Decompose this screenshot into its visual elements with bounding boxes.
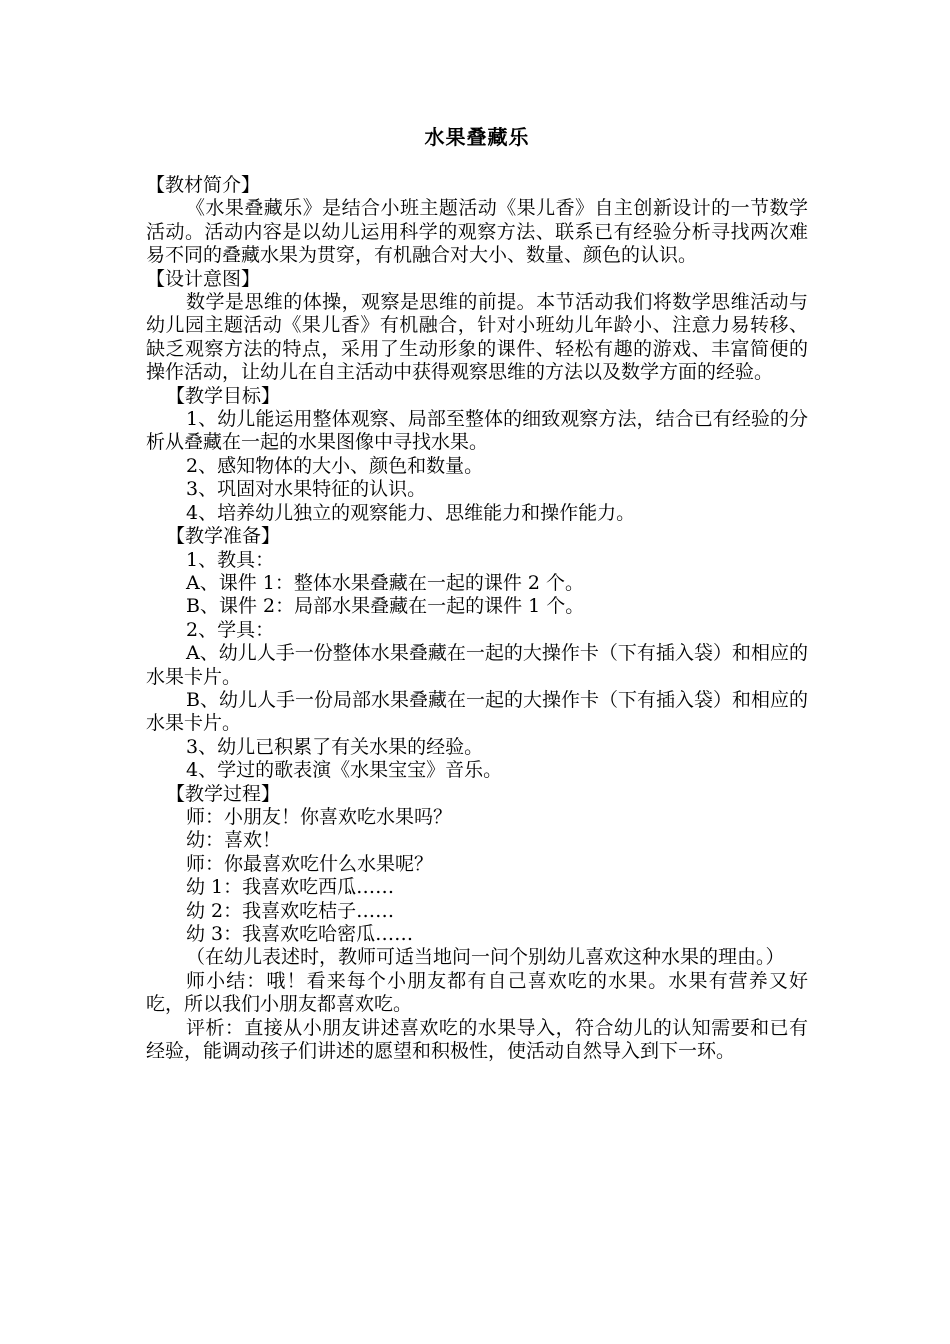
goal-item: 1、幼儿能运用整体观察、局部至整体的细致观察方法，结合已有经验的分析从叠藏在一起的水果图像中寻找水果。 [146, 408, 808, 454]
document-page [146, 124, 808, 1063]
section-heading-prep: 【教学准备】 [166, 525, 281, 548]
process-line: 师：你最喜欢吃什么水果呢？ [186, 852, 434, 875]
section-heading-process: 【教学过程】 [166, 782, 281, 805]
prep-item: 4、学过的歌表演《水果宝宝》音乐。 [186, 759, 503, 782]
prep-item: 2、学具： [186, 618, 275, 641]
process-line: 幼：喜欢！ [186, 829, 282, 852]
prep-item: 1、教具： [186, 548, 275, 571]
prep-item: B、课件 2：局部水果叠藏在一起的课件 1 个。 [186, 595, 585, 618]
section-heading-goals: 【教学目标】 [166, 384, 281, 407]
prep-item: A、幼儿人手一份整体水果叠藏在一起的大操作卡（下有插入袋）和相应的水果卡片。 [146, 642, 808, 688]
goal-item: 3、巩固对水果特征的认识。 [186, 478, 427, 501]
process-line: 幼 1：我喜欢吃西瓜…… [186, 876, 395, 899]
process-line: 幼 2：我喜欢吃桔子…… [186, 899, 395, 922]
prep-item: B、幼儿人手一份局部水果叠藏在一起的大操作卡（下有插入袋）和相应的水果卡片。 [146, 688, 808, 735]
goal-item: 4、培养幼儿独立的观察能力、思维能力和操作能力。 [186, 501, 636, 524]
document-title: 水果叠藏乐 [424, 125, 530, 149]
process-line: （在幼儿表述时，教师可适当地问一问个别幼儿喜欢这种水果的理由。） [186, 946, 785, 969]
process-line: 评析：直接从小朋友讲述喜欢吃的水果导入，符合幼儿的认知需要和已有经验，能调动孩子们讲述的愿望和积极性，使活动自然导入到下一环。 [146, 1016, 808, 1063]
process-line: 幼 3：我喜欢吃哈密瓜…… [186, 923, 414, 945]
section-heading-design: 【设计意图】 [146, 267, 261, 290]
prep-item: 3、幼儿已积累了有关水果的经验。 [186, 735, 484, 758]
section-heading-intro: 【教材简介】 [146, 174, 261, 196]
process-line: 师：小朋友！你喜欢吃水果吗？ [186, 805, 453, 828]
prep-item: A、课件 1：整体水果叠藏在一起的课件 2 个。 [186, 571, 585, 594]
design-paragraph: 数学是思维的体操，观察是思维的前提。本节活动我们将数学思维活动与幼儿园主题活动《果儿香》有机融合，针对小班幼儿年龄小、注意力易转移、缺乏观察方法的特点，采用了生动形象的课件、轻松有趣的游戏、丰富简便的操作活动，让幼儿在自主活动中获得观察思维的方法以及数学方面的经验。 [146, 291, 808, 384]
process-line: 师小结：哦！看来每个小朋友都有自己喜欢吃的水果。水果有营养又好吃，所以我们小朋友都喜欢吃。 [146, 969, 808, 1016]
goal-item: 2、感知物体的大小、颜色和数量。 [186, 454, 484, 477]
intro-paragraph: 《水果叠藏乐》是结合小班主题活动《果儿香》自主创新设计的一节数学活动。活动内容是以幼儿运用科学的观察方法、联系已有经验分析寻找两次难易不同的叠藏水果为贯穿，有机融合对大小、数量、颜色的认识。 [146, 197, 808, 267]
